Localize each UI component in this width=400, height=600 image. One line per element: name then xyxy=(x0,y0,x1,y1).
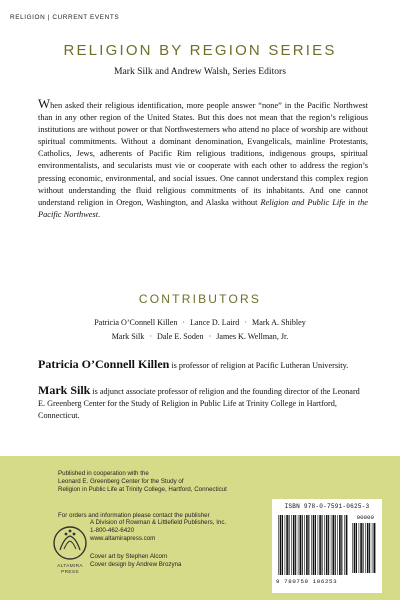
orders-line: A Division of Rowman & Littlefield Publishers, Inc. xyxy=(90,519,227,526)
altamira-logo-icon xyxy=(52,524,88,562)
note-line: Published in cooperation with the xyxy=(58,470,149,477)
contributor-name: Dale E. Soden xyxy=(157,332,204,341)
contributor-name: Patricia O’Connell Killen xyxy=(94,318,178,327)
contributors-heading: CONTRIBUTORS xyxy=(138,292,262,306)
bio-killen xyxy=(38,358,368,372)
description-end: . xyxy=(98,209,101,219)
cover-credits xyxy=(90,553,182,569)
phone-number: 1-800-462-6420 xyxy=(90,526,135,534)
series-title: RELIGION BY REGION SERIES xyxy=(63,42,337,59)
logo-text: ALTAMIRA PRESS xyxy=(57,564,83,575)
isbn-label: ISBN 978-0-7591-0625-3 xyxy=(284,503,370,510)
bio-name: Mark Silk xyxy=(38,383,91,397)
drop-cap: W xyxy=(38,97,51,111)
orders-title: For orders and information please contact the publisher xyxy=(58,512,210,519)
credit-line: Cover design by Andrew Brozyna xyxy=(90,560,182,568)
credit-line: Cover art by Stephen Alcorn xyxy=(90,553,168,560)
category-label: RELIGION | CURRENT EVENTS xyxy=(10,14,120,21)
book-description xyxy=(38,98,368,221)
note-line: Religion in Public Life at Trinity College, Hartford, Connecticut xyxy=(58,486,227,493)
contributor-name: Lance D. Laird xyxy=(190,318,240,327)
barcode-addon-icon xyxy=(352,523,376,573)
contributor-name: Mark A. Shibley xyxy=(252,318,306,327)
price-code: 90000 xyxy=(356,514,374,521)
bio-text: is adjunct associate professor of religion and the founding director of the Leonard E. Greenberg Center for the Study of Religion in Public Life at Trinity College in Hartford, Connecticut. xyxy=(38,387,360,420)
orders-info xyxy=(90,519,226,542)
bio-name: Patricia O’Connell Killen xyxy=(38,357,170,371)
separator-dot: · xyxy=(244,318,248,327)
contributors-line-2 xyxy=(0,332,400,341)
barcode-digits: 9 780759 106253 xyxy=(276,578,338,585)
barcode-box xyxy=(272,499,382,593)
note-line: Leonard E. Greenberg Center for the Study of xyxy=(58,478,184,485)
bio-silk xyxy=(38,384,368,422)
barcode-main-icon xyxy=(278,515,348,575)
separator-dot: · xyxy=(208,332,212,341)
publication-note xyxy=(58,470,227,494)
contributor-name: James K. Wellman, Jr. xyxy=(216,332,289,341)
bio-text: is professor of religion at Pacific Lutheran University. xyxy=(169,361,349,370)
website-url: www.altamirapress.com xyxy=(90,534,156,542)
top-bar xyxy=(0,0,400,30)
series-editors: Mark Silk and Andrew Walsh, Series Editors xyxy=(114,66,286,77)
separator-dot: · xyxy=(182,318,186,327)
contributor-name: Mark Silk xyxy=(111,332,145,341)
contributors-line-1 xyxy=(0,318,400,327)
separator-dot: · xyxy=(149,332,153,341)
book-title-italic: Religion and Public Life in the Pacific Northwest xyxy=(38,197,368,219)
description-text: hen asked their religious identification, more people answer “none” in the Pacific Northwest than in any other region of the United States. But this does not mean that the region’s religious institutions are without power or that Northwesterners who attend no place of worship are without spiritual commitments. Without a dominant denomination, Evangelicals, mainline Protestants, Catholics, Jews, adherents of Pacific Rim religious traditions, indigenous groups, spiritual environmentalists, and secularists must vie or cooperate with each other to address the region’s pressing economic, environmental, and social issues. One cannot understand this complex region without understanding the fluid religious commitments of its inhabitants. And one cannot understand religion in Oregon, Washington, and Alaska without xyxy=(38,101,368,207)
